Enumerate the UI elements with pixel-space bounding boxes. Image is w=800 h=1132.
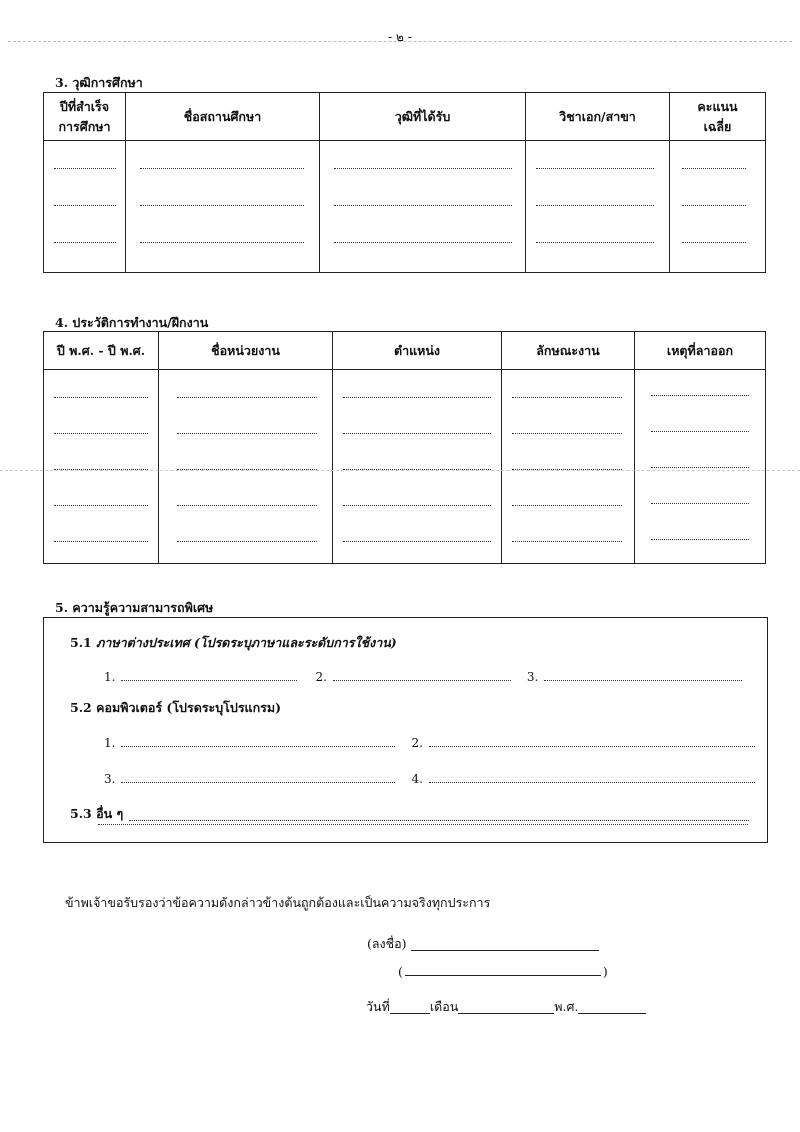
- page-number: - ๒ -: [388, 30, 412, 44]
- work-body-row: [44, 370, 766, 564]
- work-header-organization: ชื่อหน่วยงาน: [159, 332, 333, 370]
- language-3-field[interactable]: [544, 680, 742, 681]
- date-row: [366, 997, 646, 1017]
- skill-language-label: ภาษาต่างประเทศ (โปรดระบุภาษาและระดับการใช้งาน): [96, 635, 397, 650]
- sign-label: (ลงชื่อ): [367, 936, 407, 951]
- scan-artifact-line: [8, 41, 792, 42]
- skill-computer-heading: 5.2 คอมพิวเตอร์ (โปรดระบุโปรแกรม): [70, 700, 282, 715]
- computer-4-field[interactable]: [429, 782, 755, 783]
- education-header-institution: ชื่อสถานศึกษา: [126, 93, 320, 141]
- education-body-row: [44, 141, 766, 273]
- computer-1-num: 1.: [104, 736, 116, 750]
- work-position-cell[interactable]: [333, 370, 502, 564]
- scan-artifact-line: [0, 470, 800, 471]
- work-header-years: ปี พ.ศ. - ปี พ.ศ.: [44, 332, 159, 370]
- skill-other-field-2[interactable]: [98, 824, 748, 825]
- work-header-leave-reason: เหตุที่ลาออก: [635, 332, 766, 370]
- work-history-table: [43, 331, 766, 564]
- printed-name-field[interactable]: [405, 975, 601, 976]
- signature-field[interactable]: [411, 950, 599, 951]
- education-year-cell[interactable]: [44, 141, 126, 273]
- education-major-cell[interactable]: [526, 141, 670, 273]
- section3-title: 3. วุฒิการศึกษา: [55, 75, 143, 90]
- signature-row: [367, 934, 599, 954]
- day-field[interactable]: [390, 1013, 430, 1014]
- computer-row-1: [104, 736, 755, 750]
- skill-language-heading: 5.1 ภาษาต่างประเทศ (โปรดระบุภาษาและระดับการใช้งาน): [70, 635, 397, 650]
- year-field[interactable]: [578, 1013, 646, 1014]
- work-header-job-type: ลักษณะงาน: [502, 332, 635, 370]
- language-row: [104, 670, 742, 684]
- language-2-num: 2.: [315, 670, 327, 684]
- computer-2-field[interactable]: [429, 746, 755, 747]
- education-header-major: วิชาเอก/สาขา: [526, 93, 670, 141]
- work-leave-reason-cell[interactable]: [635, 370, 766, 564]
- section5-title: 5. ความรู้ความสามารถพิเศษ: [55, 600, 214, 615]
- year-label: พ.ศ.: [554, 999, 579, 1014]
- computer-4-num: 4.: [411, 772, 423, 786]
- work-job-type-cell[interactable]: [502, 370, 635, 564]
- skill-other-label: 5.3 อื่น ๆ: [70, 806, 124, 821]
- work-years-cell[interactable]: [44, 370, 159, 564]
- education-institution-cell[interactable]: [126, 141, 320, 273]
- education-header-degree: วุฒิที่ได้รับ: [320, 93, 526, 141]
- day-label: วันที่: [366, 999, 390, 1014]
- language-2-field[interactable]: [333, 680, 511, 681]
- computer-2-num: 2.: [411, 736, 423, 750]
- language-3-num: 3.: [526, 670, 539, 684]
- paren-open: (: [398, 964, 403, 979]
- computer-1-field[interactable]: [121, 746, 395, 747]
- paren-close: ): [602, 964, 608, 979]
- education-degree-cell[interactable]: [320, 141, 526, 273]
- work-organization-cell[interactable]: [159, 370, 333, 564]
- computer-3-field[interactable]: [121, 782, 395, 783]
- education-gpa-cell[interactable]: [670, 141, 766, 273]
- education-header-gpa: คะแนน เฉลี่ย: [670, 93, 766, 141]
- printed-name-row: [398, 964, 608, 979]
- certification-statement: ข้าพเจ้าขอรับรองว่าข้อความดังกล่าวข้างต้นถูกต้องและเป็นความจริงทุกประการ: [65, 895, 491, 910]
- computer-row-2: [104, 772, 755, 786]
- education-header-year: ปีที่สำเร็จ การศึกษา: [44, 93, 126, 141]
- skill-other-row-2: [98, 812, 748, 828]
- language-1-num: 1.: [104, 670, 116, 684]
- education-table: [43, 92, 766, 273]
- month-label: เดือน: [429, 999, 459, 1014]
- section4-title: 4. ประวัติการทำงาน/ฝึกงาน: [55, 315, 209, 330]
- work-header-position: ตำแหน่ง: [333, 332, 502, 370]
- computer-3-num: 3.: [104, 772, 116, 786]
- month-field[interactable]: [458, 1013, 554, 1014]
- language-1-field[interactable]: [121, 680, 297, 681]
